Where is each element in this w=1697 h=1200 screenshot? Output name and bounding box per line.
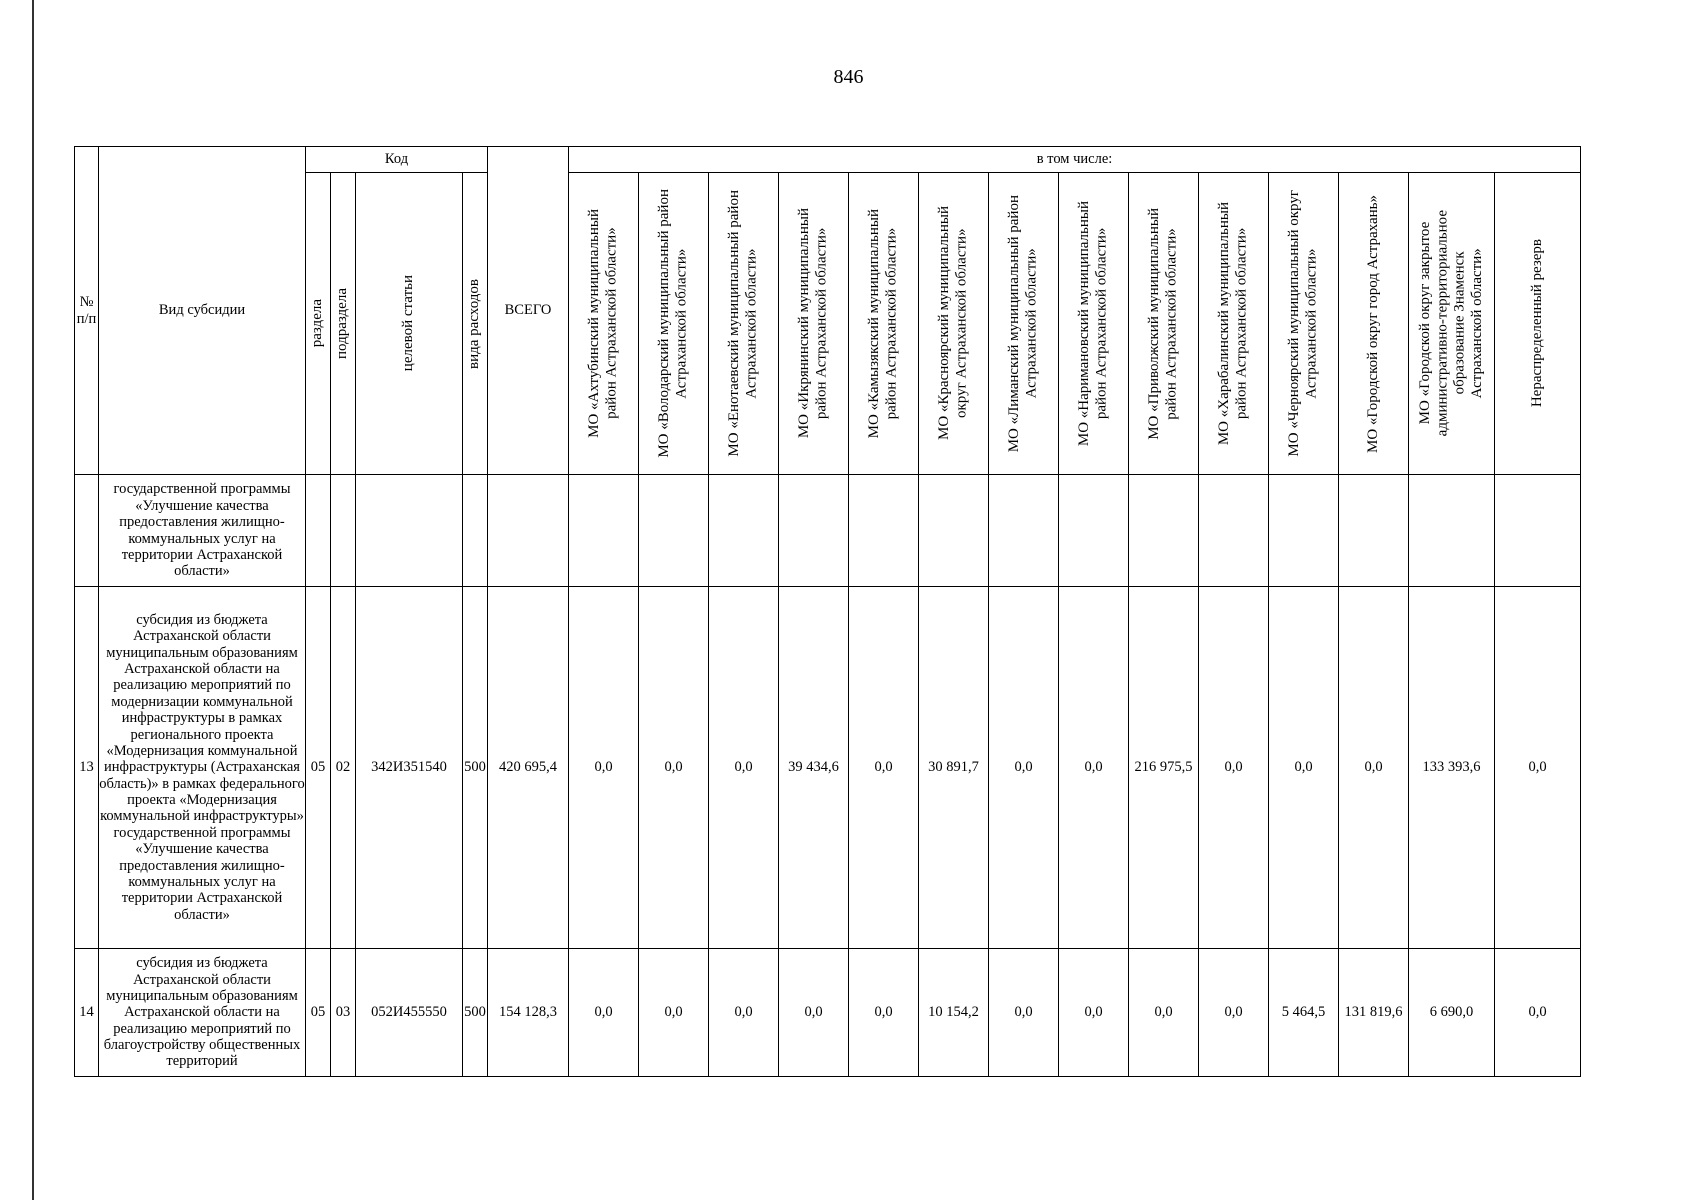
binding-line xyxy=(32,0,34,1200)
header-razdel: раздела xyxy=(306,173,331,475)
cell-value: 0,0 xyxy=(779,949,849,1077)
cell-value: 0,0 xyxy=(1059,949,1129,1077)
header-mo-chernoyarsky: МО «Черноярский муниципальный округ Астраханской области» xyxy=(1269,173,1339,475)
cell-empty xyxy=(569,475,639,587)
cell-value: 0,0 xyxy=(1129,949,1199,1077)
cell-total: 154 128,3 xyxy=(488,949,569,1077)
header-row-1 xyxy=(75,147,1581,173)
cell-value: 0,0 xyxy=(569,587,639,949)
header-mo-astrakhan-city: МО «Городской округ город Астрахань» xyxy=(1339,173,1409,475)
cell-value: 0,0 xyxy=(989,949,1059,1077)
header-mo-limansky: МО «Лиманский муниципальный район Астраханской области» xyxy=(989,173,1059,475)
header-type: Вид субсидии xyxy=(99,147,306,475)
cell-expense: 500 xyxy=(463,949,488,1077)
cell-description: субсидия из бюджета Астраханской области муниципальным образованиям Астраханской области на реализацию мероприятий по благоустройству общественных территорий xyxy=(99,949,306,1077)
header-mo-kharabalinsky: МО «Харабалинский муниципальный район Астраханской области» xyxy=(1199,173,1269,475)
cell-empty xyxy=(1269,475,1339,587)
cell-empty xyxy=(849,475,919,587)
header-mo-privolzhsky: МО «Приволжский муниципальный район Астраханской области» xyxy=(1129,173,1199,475)
cell-value: 0,0 xyxy=(709,949,779,1077)
cell-value: 0,0 xyxy=(1199,949,1269,1077)
cell-value: 0,0 xyxy=(639,587,709,949)
cell-value: 39 434,6 xyxy=(779,587,849,949)
cell-value: 30 891,7 xyxy=(919,587,989,949)
cell-row-number: 13 xyxy=(75,587,99,949)
cell-value: 0,0 xyxy=(1339,587,1409,949)
cell-value: 0,0 xyxy=(1059,587,1129,949)
header-mo-narimanovsky: МО «Наримановский муниципальный район Астраханской области» xyxy=(1059,173,1129,475)
cell-value: 0,0 xyxy=(569,949,639,1077)
cell-empty xyxy=(639,475,709,587)
cell-empty xyxy=(1495,475,1581,587)
header-mo-ikryaninsky: МО «Икрянинский муниципальный район Астраханской области» xyxy=(779,173,849,475)
cell-value: 0,0 xyxy=(1269,587,1339,949)
cell-podrazdel: 02 xyxy=(331,587,356,949)
header-num-line1: № xyxy=(79,294,94,311)
cell-empty xyxy=(1409,475,1495,587)
cell-description: государственной программы «Улучшение качества предоставления жилищно-коммунальных услуг на территории Астраханской области» xyxy=(99,475,306,587)
cell-total: 420 695,4 xyxy=(488,587,569,949)
table-row-continuation xyxy=(75,475,1581,587)
header-code: Код xyxy=(306,147,488,173)
cell-empty xyxy=(75,475,99,587)
cell-value: 133 393,6 xyxy=(1409,587,1495,949)
header-mo-akhtubinsky: МО «Ахтубинский муниципальный район Астраханской области» xyxy=(569,173,639,475)
cell-value: 6 690,0 xyxy=(1409,949,1495,1077)
cell-empty xyxy=(331,475,356,587)
header-num-line2: п/п xyxy=(76,310,97,327)
cell-value: 131 819,6 xyxy=(1339,949,1409,1077)
header-mo-enotaevsky: МО «Енотаевский муниципальный район Астраханской области» xyxy=(709,173,779,475)
cell-empty xyxy=(306,475,331,587)
cell-value: 0,0 xyxy=(849,587,919,949)
cell-row-number: 14 xyxy=(75,949,99,1077)
cell-value: 0,0 xyxy=(1495,949,1581,1077)
cell-empty xyxy=(1199,475,1269,587)
cell-empty xyxy=(1059,475,1129,587)
header-mo-kamyzyaksky: МО «Камызякский муниципальный район Астраханской области» xyxy=(849,173,919,475)
cell-value: 0,0 xyxy=(1199,587,1269,949)
header-undistributed-reserve: Нераспределенный резерв xyxy=(1495,173,1581,475)
cell-target: 052И455550 xyxy=(356,949,463,1077)
cell-value: 0,0 xyxy=(709,587,779,949)
cell-empty xyxy=(709,475,779,587)
header-expense: вида расходов xyxy=(463,173,488,475)
cell-empty xyxy=(463,475,488,587)
header-total: ВСЕГО xyxy=(488,147,569,475)
header-mo-znamensk: МО «Городской округ закрытое административно-территориальное образование Знаменск Астраханской области» xyxy=(1409,173,1495,475)
cell-empty xyxy=(779,475,849,587)
header-mo-volodarsky: МО «Володарский муниципальный район Астраханской области» xyxy=(639,173,709,475)
cell-empty xyxy=(488,475,569,587)
header-including: в том числе: xyxy=(569,147,1581,173)
cell-value: 10 154,2 xyxy=(919,949,989,1077)
cell-value: 216 975,5 xyxy=(1129,587,1199,949)
cell-razdel: 05 xyxy=(306,949,331,1077)
cell-description: субсидия из бюджета Астраханской области муниципальным образованиям Астраханской области на реализацию мероприятий по модернизации коммунальной инфраструктуры в рамках регионального проекта «Модернизация коммунальной инфраструктуры (Астраханская область)» в рамках федерального проекта «Модернизация коммунальной инфраструктуры» государственной программы «Улучшение качества предоставления жилищно-коммунальных услуг на территории Астраханской области» xyxy=(99,587,306,949)
cell-value: 0,0 xyxy=(989,587,1059,949)
header-num xyxy=(75,147,99,475)
cell-empty xyxy=(989,475,1059,587)
cell-empty xyxy=(1129,475,1199,587)
page-number: 846 xyxy=(833,66,864,88)
cell-target: 342И351540 xyxy=(356,587,463,949)
header-target: целевой статьи xyxy=(356,173,463,475)
cell-empty xyxy=(1339,475,1409,587)
cell-razdel: 05 xyxy=(306,587,331,949)
subsidy-table xyxy=(74,146,1581,1077)
cell-value: 0,0 xyxy=(1495,587,1581,949)
header-podrazdel: подраздела xyxy=(331,173,356,475)
cell-value: 0,0 xyxy=(639,949,709,1077)
cell-empty xyxy=(356,475,463,587)
header-mo-krasnoyarsky: МО «Красноярский муниципальный округ Астраханской области» xyxy=(919,173,989,475)
cell-value: 0,0 xyxy=(849,949,919,1077)
cell-expense: 500 xyxy=(463,587,488,949)
table-row xyxy=(75,587,1581,949)
table-row xyxy=(75,949,1581,1077)
cell-value: 5 464,5 xyxy=(1269,949,1339,1077)
cell-empty xyxy=(919,475,989,587)
cell-podrazdel: 03 xyxy=(331,949,356,1077)
